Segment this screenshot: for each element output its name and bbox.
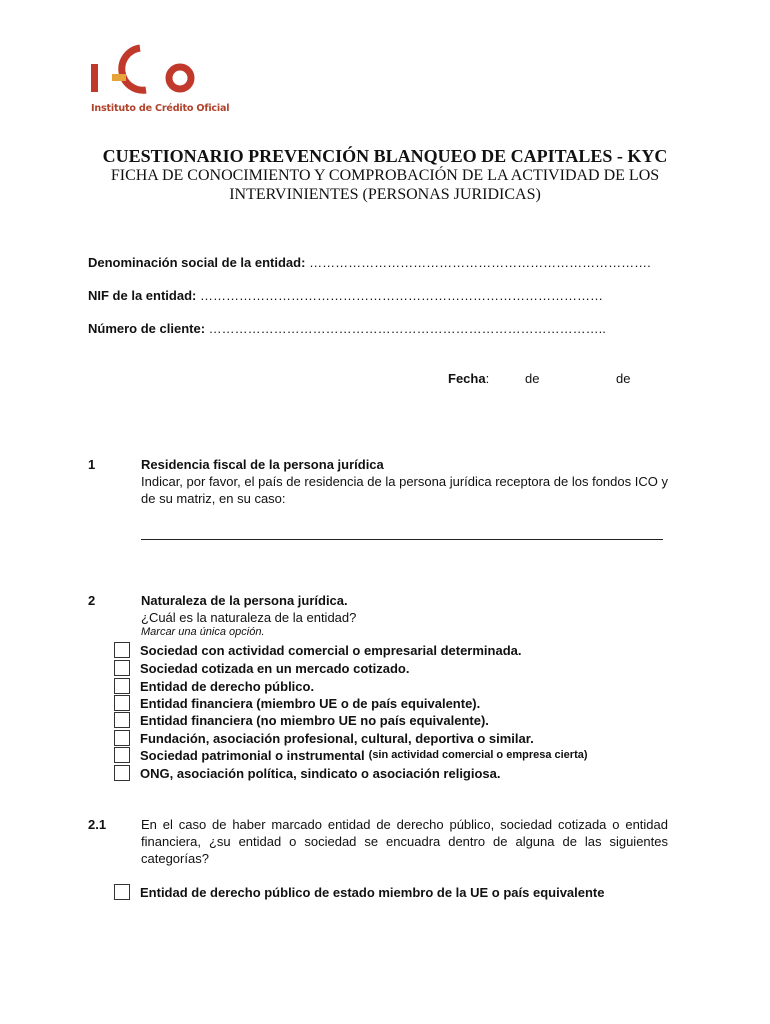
document-title: CUESTIONARIO PREVENCIÓN BLANQUEO DE CAPITALES - KYC: [102, 146, 668, 166]
option-label: ONG, asociación política, sindicato o asociación religiosa.: [140, 765, 501, 781]
checkbox[interactable]: [114, 678, 130, 694]
checkbox[interactable]: [114, 660, 130, 676]
cliente-field[interactable]: [88, 321, 606, 336]
option-derecho-publico-ue[interactable]: [114, 883, 674, 901]
option-label: Sociedad patrimonial o instrumental: [140, 747, 365, 763]
option-ong[interactable]: [114, 764, 674, 782]
checkbox[interactable]: [114, 747, 130, 763]
fecha-label: [448, 371, 489, 386]
section1-text: Indicar, por favor, el país de residencia de la persona jurídica receptora de los fondos ICO y de su matriz, en su caso:: [141, 474, 668, 506]
option-label: Entidad de derecho público de estado miembro de la UE o país equivalente: [140, 884, 605, 900]
option-label: Sociedad con actividad comercial o empresarial determinada.: [140, 642, 522, 658]
nif-label: NIF de la entidad:: [88, 288, 197, 303]
option-financiera-ue[interactable]: [114, 694, 674, 712]
checkbox[interactable]: [114, 642, 130, 658]
option-label: Fundación, asociación profesional, cultural, deportiva o similar.: [140, 730, 534, 746]
option-sociedad-actividad[interactable]: [114, 641, 674, 659]
checkbox[interactable]: [114, 730, 130, 746]
denominacion-dots: …………………………………………………………………….: [309, 255, 651, 270]
fecha-de-1: de: [525, 371, 540, 386]
checkbox[interactable]: [114, 884, 130, 900]
section1-number: 1: [88, 457, 96, 472]
section2-title: Naturaleza de la persona jurídica.: [141, 593, 348, 608]
fecha-colon: :: [485, 371, 490, 386]
option-label: Entidad de derecho público.: [140, 678, 315, 694]
section2-question: ¿Cuál es la naturaleza de la entidad?: [141, 610, 357, 625]
checkbox[interactable]: [114, 712, 130, 728]
document-subtitle: FICHA DE CONOCIMIENTO Y COMPROBACIÓN DE LA ACTIVIDAD DE LOS INTERVINIENTES (PERSONAS JURIDICAS): [110, 167, 660, 203]
fecha-label-text: Fecha: [448, 371, 486, 386]
section21-text: En el caso de haber marcado entidad de derecho público, sociedad cotizada o entidad financiera, ¿su entidad o sociedad se encuadra dentro de alguna de las siguientes categorías?: [141, 817, 668, 866]
option-derecho-publico[interactable]: [114, 677, 674, 695]
denominacion-label: Denominación social de la entidad:: [88, 255, 306, 270]
option-label-extra: (sin actividad comercial o empresa cierta): [368, 749, 588, 761]
checkbox[interactable]: [114, 695, 130, 711]
section1-answer-line[interactable]: [141, 539, 663, 540]
nif-dots: …………………………………………………………………………………: [199, 288, 603, 303]
denominacion-field[interactable]: [88, 255, 651, 270]
option-label: Sociedad cotizada en un mercado cotizado.: [140, 660, 410, 676]
fecha-de-2: de: [616, 371, 631, 386]
option-fundacion[interactable]: [114, 729, 674, 747]
section21-number: 2.1: [88, 817, 107, 832]
option-label: Entidad financiera (no miembro UE no país equivalente).: [140, 712, 489, 728]
option-label: Entidad financiera (miembro UE o de país equivalente).: [140, 695, 481, 711]
logo-caption: Instituto de Crédito Oficial: [91, 103, 230, 114]
cliente-label: Número de cliente:: [88, 321, 206, 336]
section2-number: 2: [88, 593, 96, 608]
ico-logo-mark: [88, 44, 218, 102]
cliente-dots: ………………………………………………………………………………..: [208, 321, 606, 336]
option-financiera-no-ue[interactable]: [114, 711, 674, 729]
option-sociedad-cotizada[interactable]: [114, 659, 674, 677]
ico-logo: [88, 44, 228, 122]
section2-note: Marcar una única opción.: [141, 626, 265, 638]
checkbox[interactable]: [114, 765, 130, 781]
option-patrimonial[interactable]: [114, 746, 674, 764]
section1-title: Residencia fiscal de la persona jurídica: [141, 457, 384, 472]
nif-field[interactable]: [88, 288, 603, 303]
